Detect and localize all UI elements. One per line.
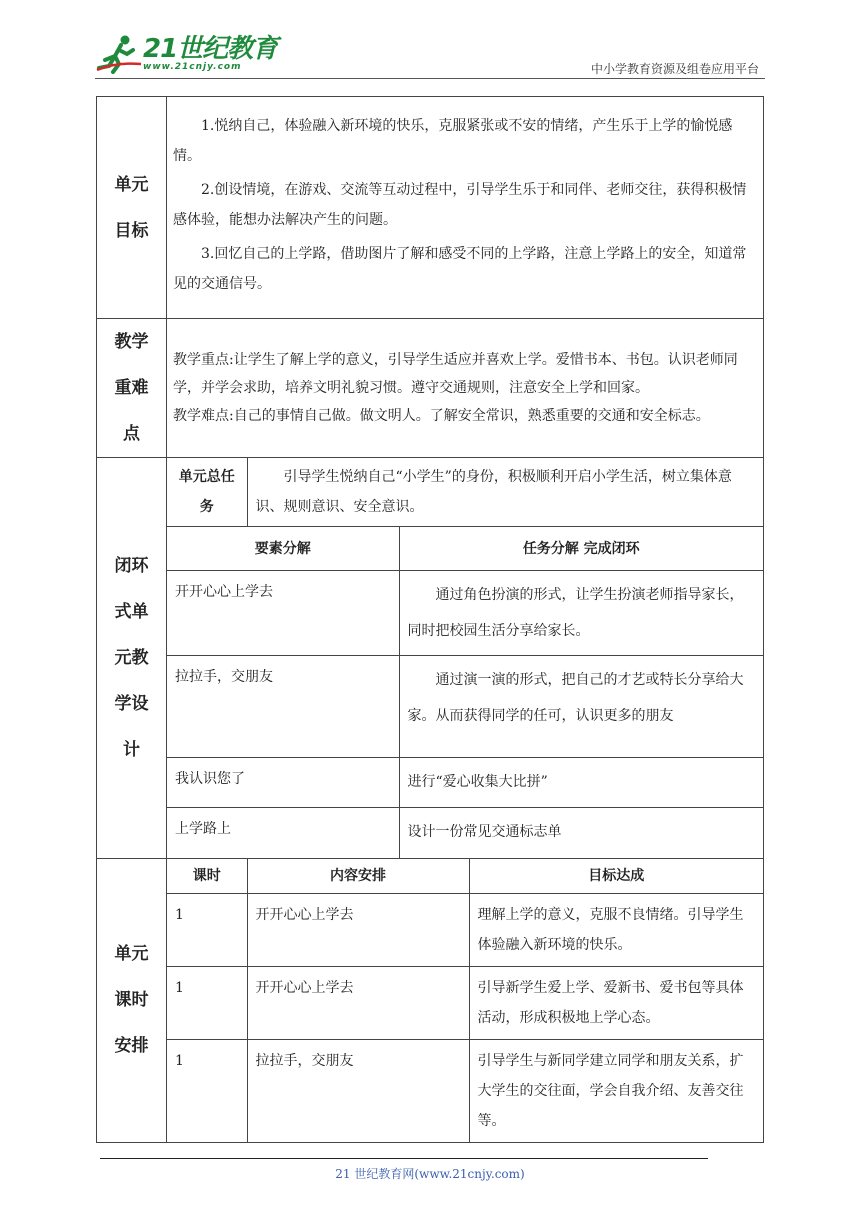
element-cell: 开开心心上学去 — [167, 571, 399, 656]
design-col-tasks: 任务分解 完成闭环 — [399, 527, 763, 571]
task-text: 引导学生悦纳自己“小学生”的身份，积极顺利开启小学生活，树立集体意识、规则意识、安全意识。 — [247, 458, 763, 526]
content-cell: 开开心心上学去 — [247, 966, 469, 1039]
table-row — [167, 966, 763, 1039]
table-row — [167, 656, 763, 758]
schedule-col-content: 内容安排 — [247, 859, 469, 894]
task-cell: 进行“爱心收集大比拼” — [399, 758, 763, 808]
task-cell: 设计一份常见交通标志单 — [399, 808, 763, 858]
task-label: 单元总任务 — [167, 458, 247, 526]
runner-logo-icon — [95, 34, 143, 74]
table-row — [167, 571, 763, 656]
difficulty-label: 教学重难点 — [97, 319, 167, 458]
schedule-col-goal: 目标达成 — [469, 859, 763, 894]
difficulty-content — [167, 319, 764, 458]
goal-cell: 引导学生与新同学建立同学和朋友关系，扩大学生的交往面，学会自我介绍、友善交往等。 — [469, 1039, 763, 1142]
goal-cell: 理解上学的意义，克服不良情绪。引导学生体验融入新环境的快乐。 — [469, 893, 763, 966]
page-header — [95, 30, 765, 80]
schedule-content — [167, 858, 764, 1142]
hard-points-text: 教学难点:自己的事情自己做。做文明人。了解安全常识，熟悉重要的交通和安全标志。 — [173, 408, 710, 424]
table-row — [167, 758, 763, 808]
goal-cell: 引导新学生爱上学、爱新书、爱书包等具体活动，形成积极地上学心态。 — [469, 966, 763, 1039]
logo-url: www.21cnjy.com — [143, 62, 242, 72]
task-cell: 通过演一演的形式，把自己的才艺或特长分享给大家。从而获得同学的任可，认识更多的朋友 — [399, 656, 763, 758]
task-cell: 通过角色扮演的形式，让学生扮演老师指导家长，同时把校园生活分享给家长。 — [399, 571, 763, 656]
schedule-col-hours: 课时 — [167, 859, 247, 894]
design-task-table — [167, 458, 763, 526]
design-content — [167, 458, 764, 859]
table-row — [167, 893, 763, 966]
content-cell: 开开心心上学去 — [247, 893, 469, 966]
design-breakdown-table — [167, 526, 763, 858]
header-divider — [95, 78, 765, 79]
goals-content — [167, 97, 764, 319]
design-col-elements: 要素分解 — [167, 527, 399, 571]
difficulty-row — [97, 319, 764, 458]
logo-title: 21世纪教育 — [143, 34, 278, 64]
goal-item: 3.回忆自己的上学路，借助图片了解和感受不同的上学路，注意上学路上的安全，知道常见的交通信号。 — [173, 245, 747, 292]
footer-divider — [100, 1158, 708, 1159]
goal-item: 1.悦纳自己，体验融入新环境的快乐，克服紧张或不安的情绪，产生乐于上学的愉悦感情。 — [173, 117, 733, 164]
site-logo[interactable] — [95, 34, 277, 74]
design-row — [97, 458, 764, 859]
header-tagline: 中小学教育资源及组卷应用平台 — [590, 62, 759, 76]
table-row — [167, 808, 763, 858]
goals-label: 单元目标 — [97, 97, 167, 319]
key-points-text: 教学重点:让学生了解上学的意义，引导学生适应并喜欢上学。爱惜书本、书包。认识老师同学，并学会求助，培养文明礼貌习惯。遵守交通规则，注意安全上学和回家。 — [173, 352, 738, 396]
schedule-row — [97, 858, 764, 1142]
hours-cell: 1 — [167, 966, 247, 1039]
hours-cell: 1 — [167, 893, 247, 966]
schedule-label: 单元课时安排 — [97, 858, 167, 1142]
schedule-table — [167, 859, 763, 1142]
element-cell: 拉拉手，交朋友 — [167, 656, 399, 758]
hours-cell: 1 — [167, 1039, 247, 1142]
goals-row — [97, 97, 764, 319]
goal-item: 2.创设情境，在游戏、交流等互动过程中，引导学生乐于和同伴、老师交往，获得积极情感体验，能想办法解决产生的问题。 — [173, 181, 747, 228]
design-label: 闭环式单元教学设计 — [97, 458, 167, 859]
unit-plan-table — [96, 96, 764, 1143]
element-cell: 上学路上 — [167, 808, 399, 858]
content-cell: 拉拉手，交朋友 — [247, 1039, 469, 1142]
element-cell: 我认识您了 — [167, 758, 399, 808]
footer-link[interactable]: 21 世纪教育网(www.21cnjy.com) — [335, 1167, 525, 1181]
table-row — [167, 1039, 763, 1142]
